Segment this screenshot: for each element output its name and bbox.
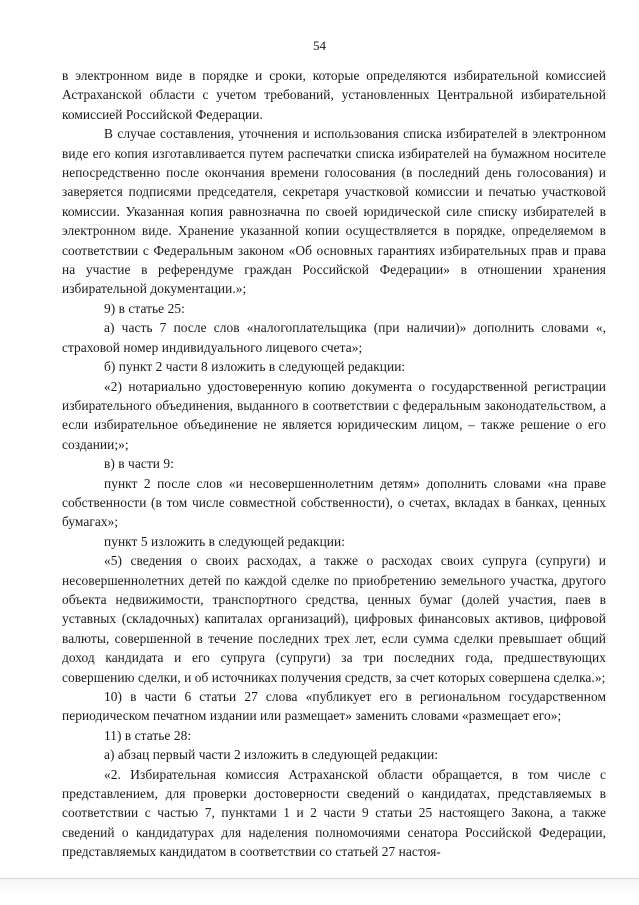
page-bottom-edge: [0, 878, 639, 893]
paragraph-continuation: в электронном виде в порядке и сроки, которые определяются избирательной комиссией Астраханской области с учетом требований, установленных Центральной избирательной комиссией Российской Федерации.: [62, 68, 606, 122]
paragraph-quote-2-commission: «2. Избирательная комиссия Астраханской области обращается, в том числе с представлением, для проверки достоверности сведений о кандидатах, представляемых в соответствии с частью 7, пунктами 1 и 2 части 9 статьи 25 настоящего Закона, а также сведений о кандидатурах для наделения полномочиями сенатора Российской Федерации, представляемых кандидатом в соответствии со статьей 27 настоя-: [62, 766, 606, 860]
paragraph-point-5: пункт 5 изложить в следующей редакции:: [104, 533, 346, 549]
page-number: 54: [313, 38, 326, 53]
paragraph-point-2: пункт 2 после слов «и несовершеннолетним детям» дополнить словами «на праве собственности (в том числе совместной собственности), о счетах, вкладах в банках, ценных бумагах»;: [62, 475, 606, 530]
document-body: [62, 66, 606, 862]
paragraph-item-9v: в) в части 9:: [104, 456, 174, 472]
paragraph-quote-2: «2) нотариально удостоверенную копию документа о государственной регистрации избирательного объединения, выданного в соответствии с федеральным законодательством, а если избирательное объединение не является юридическим лицом, – также решение о его создании;»;: [62, 378, 606, 452]
paragraph-item-9: 9) в статье 25:: [104, 300, 185, 316]
paragraph-quote-5: «5) сведения о своих расходах, а также о расходах своих супруга (супруги) и несовершеннолетних детей по каждой сделке по приобретению земельного участка, другого объекта недвижимости, транспортного средства, ценных бумаг (долей участия, паев в уставных (складочных) капиталах организаций), цифровых финансовых активов, цифровой валюты, совершенной в течение последних трех лет, если сумма сделки превышает общий доход кандидата и его супруга (супруги) за три последних года, предшествующих совершению сделки, и об источниках получения средств, за счет которых совершена сделка.»;: [62, 553, 606, 685]
paragraph-item-9a: а) часть 7 после слов «налогоплательщика (при наличии)» дополнить словами «, страховой номер индивидуального лицевого счета»;: [62, 320, 606, 355]
paragraph-item-9b: б) пункт 2 части 8 изложить в следующей редакции:: [104, 359, 406, 375]
paragraph-item-10: 10) в части 6 статьи 27 слова «публикует его в региональном государственном периодическом печатном издании или размещает» заменить словами «размещает его»;: [62, 689, 606, 724]
paragraph-item-11: 11) в статье 28:: [104, 727, 192, 743]
paragraph-electronic-list-copy: В случае составления, уточнения и использования списка избирателей в электронном виде его копия изготавливается путем распечатки списка избирателей на бумажном носителе непосредственно после окончания времени голосования (в последний день голосования) и заверяется подписями председателя, секретаря участковой комиссии и печатью участковой комиссии. Указанная копия равнозначна по своей юридической силе списку избирателей в электронном виде. Хранение указанной копии осуществляется в порядке, определяемом в соответствии с Федеральным законом «Об основных гарантиях избирательных прав и права на участие в референдуме граждан Российской Федерации» в отношении хранения избирательной документации.»;: [62, 126, 606, 297]
paragraph-item-11a: а) абзац первый части 2 изложить в следующей редакции:: [104, 747, 439, 763]
